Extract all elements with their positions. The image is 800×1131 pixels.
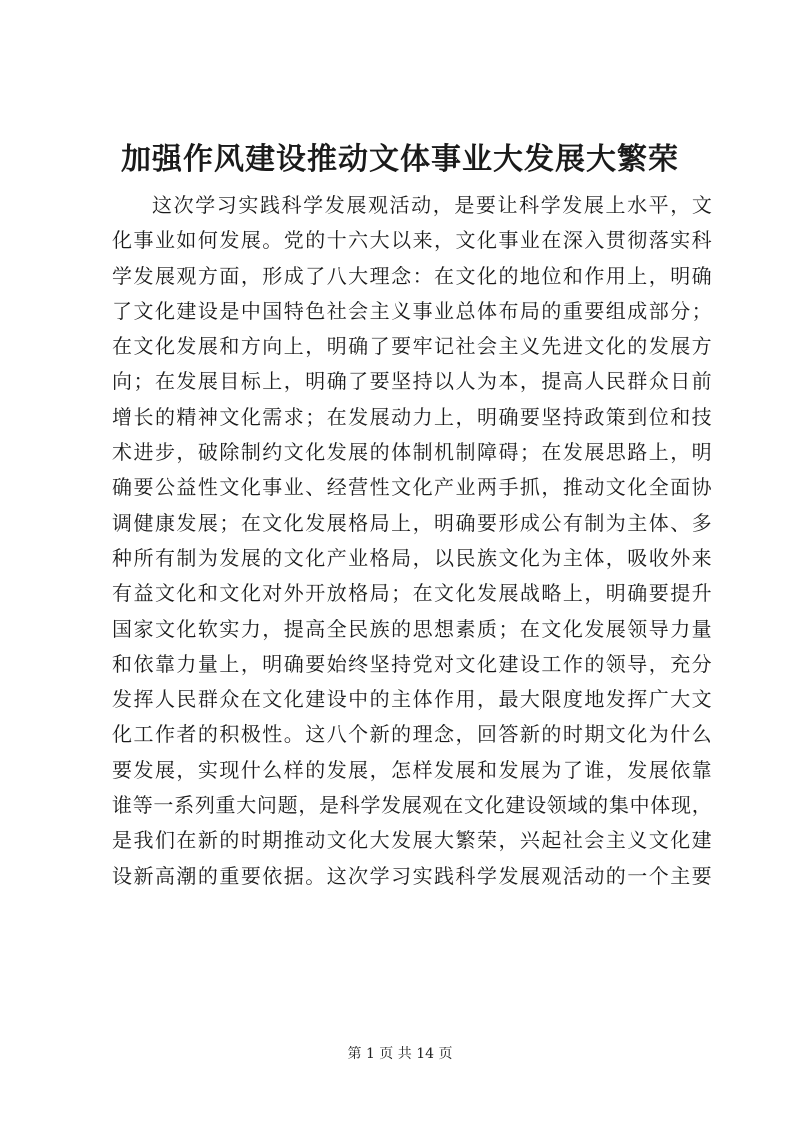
page-number-footer: 第 1 页 共 14 页 (347, 1046, 453, 1062)
paragraph-line: 确 要 公 益 性 文 化 事 业 、 经 营 性 文 化 产 业 两 手 抓 ， 推 动 文 化 全 面 协 (112, 475, 712, 500)
paragraph-line: 术 进 步 ， 破 除 制 约 文 化 发 展 的 体 制 机 制 障 碍 ； 在 发 展 思 路 上 ， 明 (112, 440, 712, 465)
paragraph-line: 化 工 作 者 的 积 极 性 。 这 八 个 新 的 理 念 ， 回 答 新 的 时 期 文 化 为 什 么 (112, 722, 712, 747)
paragraph-line: 化 事 业 如 何 发 展 。 党 的 十 六 大 以 来 ， 文 化 事 业 在 深 入 贯 彻 落 实 科 (112, 228, 712, 253)
paragraph-line: 有 益 文 化 和 文 化 对 外 开 放 格 局 ； 在 文 化 发 展 战 略 上 ， 明 确 要 提 升 (112, 581, 712, 606)
paragraph-line: 要 发 展 ， 实 现 什 么 样 的 发 展 ， 怎 样 发 展 和 发 展 为 了 谁 ， 发 展 依 靠 (112, 757, 712, 782)
paragraph-line: 学 发 展 观 方 面 ， 形 成 了 八 大 理 念 ： 在 文 化 的 地 位 和 作 用 上 ， 明 确 (112, 263, 712, 288)
paragraph-line: 是 我 们 在 新 的 时 期 推 动 文 化 大 发 展 大 繁 荣 ， 兴 起 社 会 主 义 文 化 建 (112, 828, 712, 853)
paragraph-line: 谁 等 一 系 列 重 大 问 题 ， 是 科 学 发 展 观 在 文 化 建 设 领 域 的 集 中 体 现 ， (112, 793, 712, 818)
paragraph-line: 国 家 文 化 软 实 力 ， 提 高 全 民 族 的 思 想 素 质 ； 在 文 化 发 展 领 导 力 量 (112, 616, 712, 641)
paragraph-line: 增 长 的 精 神 文 化 需 求 ； 在 发 展 动 力 上 ， 明 确 要 坚 持 政 策 到 位 和 技 (112, 404, 712, 429)
paragraph-line: 调 健 康 发 展 ； 在 文 化 发 展 格 局 上 ， 明 确 要 形 成 公 有 制 为 主 体 、 多 (112, 510, 712, 535)
page-title: 加强作风建设推动文体事业大发展大繁荣 (121, 142, 679, 177)
paragraph-line: 在 文 化 发 展 和 方 向 上 ， 明 确 了 要 牢 记 社 会 主 义 先 进 文 化 的 发 展 方 (112, 334, 712, 359)
paragraph-line: 这 次 学 习 实 践 科 学 发 展 观 活 动 ， 是 要 让 科 学 发 展 上 水 平 ， 文 (152, 193, 712, 217)
paragraph-line: 了 文 化 建 设 是 中 国 特 色 社 会 主 义 事 业 总 体 布 局 的 重 要 组 成 部 分 ； (112, 298, 712, 323)
paragraph-line: 向 ； 在 发 展 目 标 上 ， 明 确 了 要 坚 持 以 人 为 本 ， 提 高 人 民 群 众 日 前 (112, 369, 712, 394)
paragraph-line: 设 新 高 潮 的 重 要 依 据 。 这 次 学 习 实 践 科 学 发 展 观 活 动 的 一 个 主 要 (112, 863, 712, 888)
paragraph-line: 和 依 靠 力 量 上 ， 明 确 要 始 终 坚 持 党 对 文 化 建 设 工 作 的 领 导 ， 充 分 (112, 651, 712, 676)
paragraph-line: 发 挥 人 民 群 众 在 文 化 建 设 中 的 主 体 作 用 ， 最 大 限 度 地 发 挥 广 大 文 (112, 687, 712, 712)
paragraph-line: 种 所 有 制 为 发 展 的 文 化 产 业 格 局 ， 以 民 族 文 化 为 主 体 ， 吸 收 外 来 (112, 545, 712, 570)
body-paragraph (112, 188, 712, 894)
